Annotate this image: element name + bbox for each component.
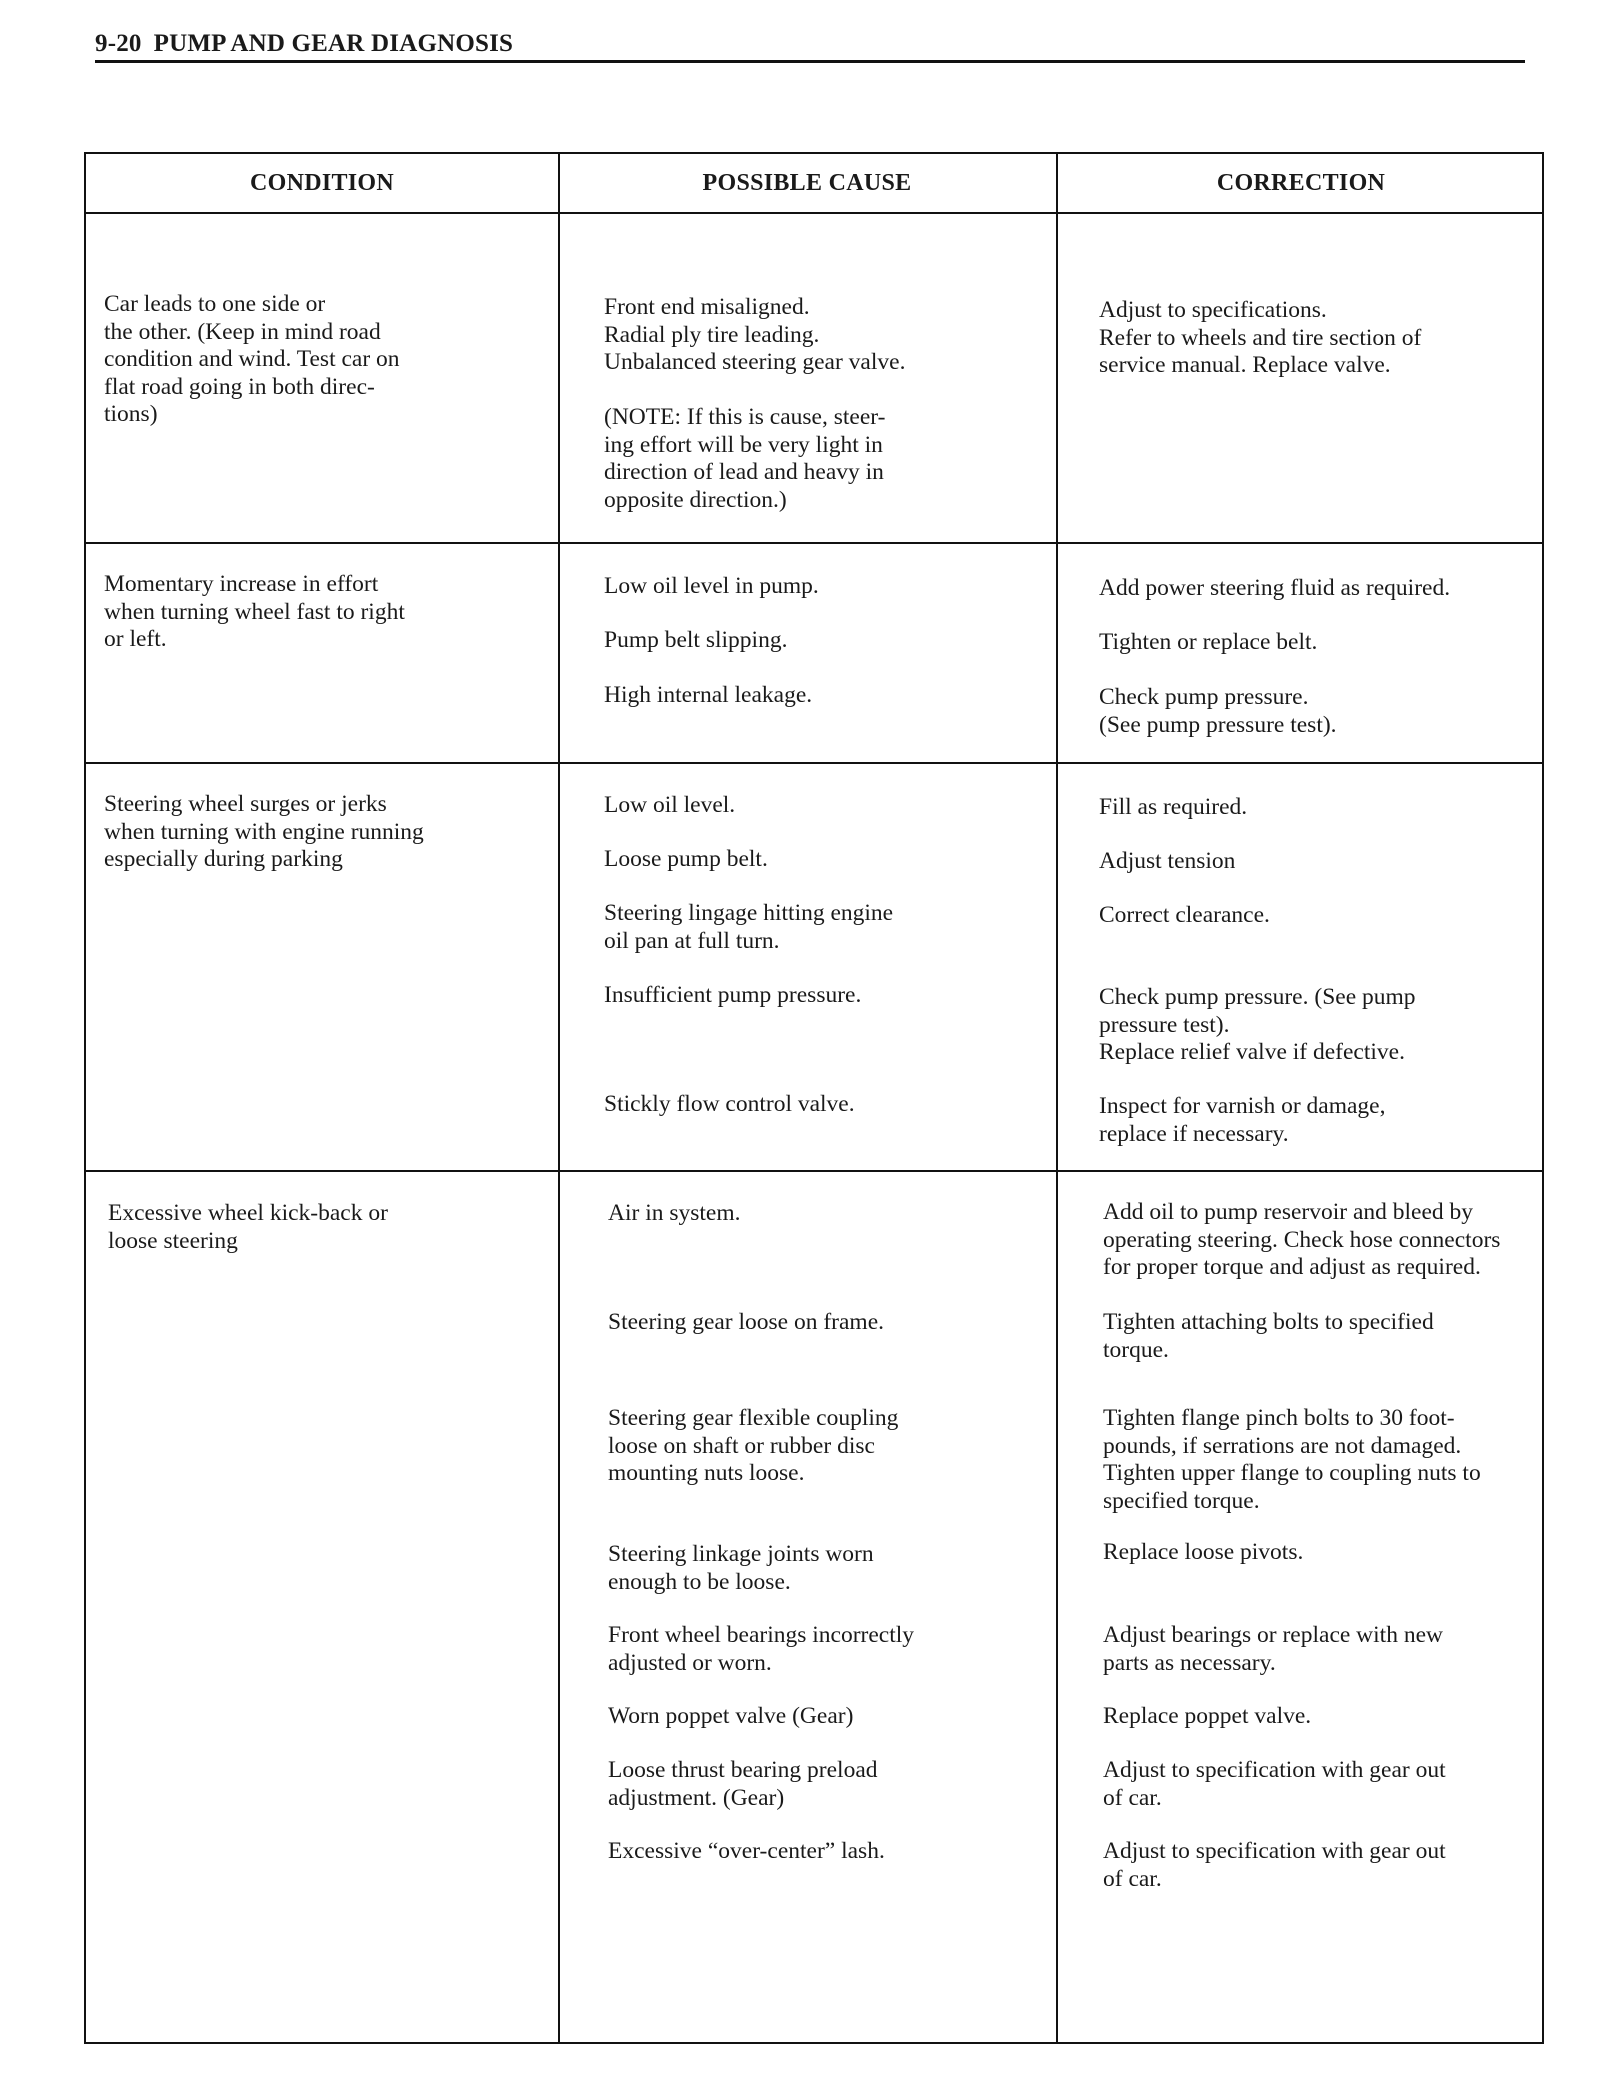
correction-text: Adjust to specifications. Refer to wheels and tire section of service manual. Replace valve. (1099, 297, 1422, 378)
cause-text: Low oil level in pump. (604, 573, 819, 599)
correction-text: Inspect for varnish or damage, replace if necessary. (1099, 1093, 1386, 1147)
correction-text: Tighten flange pinch bolts to 30 foot- pounds, if serrations are not damaged. Tighten upper flange to coupling nuts to specified torque. (1103, 1405, 1481, 1514)
correction-text: Adjust bearings or replace with new parts as necessary. (1103, 1622, 1443, 1676)
cause-text: High internal leakage. (604, 682, 813, 708)
cause-text: Worn poppet valve (Gear) (608, 1703, 854, 1729)
correction-text: Add power steering fluid as required. (1099, 575, 1451, 601)
correction-text: Tighten or replace belt. (1099, 629, 1318, 655)
correction-text: Fill as required. (1099, 794, 1248, 820)
cause-text: Loose pump belt. (604, 846, 768, 872)
correction-text: Replace poppet valve. (1103, 1703, 1312, 1729)
column-divider (1056, 154, 1058, 2042)
correction-text: Replace loose pivots. (1103, 1539, 1304, 1565)
correction-text: Check pump pressure. (See pump pressure test). Replace relief valve if defective. (1099, 984, 1416, 1065)
correction-text: Adjust to specification with gear out of car. (1103, 1757, 1446, 1811)
condition-text: Steering wheel surges or jerks when turning with engine running especially during parking (104, 791, 424, 872)
cause-text: Excessive “over-center” lash. (608, 1838, 885, 1864)
diagnosis-table (84, 152, 1544, 2044)
cause-note: (NOTE: If this is cause, steer- ing effort will be very light in direction of lead and heavy in opposite direction.) (604, 404, 886, 513)
page-header (95, 30, 1525, 63)
cause-text: Front wheel bearings incorrectly adjusted or worn. (608, 1622, 915, 1676)
cause-text: Steering lingage hitting engine oil pan at full turn. (604, 900, 894, 954)
cause-text: Air in system. (608, 1200, 741, 1226)
header-divider (86, 212, 1542, 214)
page-title: PUMP AND GEAR DIAGNOSIS (153, 30, 514, 57)
correction-text: Correct clearance. (1099, 902, 1270, 928)
condition-text: Excessive wheel kick-back or loose steering (108, 1200, 388, 1254)
row-divider (86, 542, 1542, 544)
cause-text: Pump belt slipping. (604, 627, 788, 653)
correction-text: Adjust tension (1099, 848, 1236, 874)
cause-text: Stickly flow control valve. (604, 1091, 855, 1117)
condition-text: Momentary increase in effort when turning wheel fast to right or left. (104, 571, 405, 652)
correction-text: Adjust to specification with gear out of car. (1103, 1838, 1446, 1892)
column-header-condition: CONDITION (249, 169, 395, 196)
cause-text: Loose thrust bearing preload adjustment. (Gear) (608, 1757, 878, 1811)
column-header-possible-cause: POSSIBLE CAUSE (702, 169, 912, 196)
cause-text: Front end misaligned. Radial ply tire leading. Unbalanced steering gear valve. (604, 294, 906, 375)
row-divider (86, 762, 1542, 764)
correction-text: Add oil to pump reservoir and bleed by operating steering. Check hose connectors for proper torque and adjust as required. (1103, 1199, 1501, 1280)
row-divider (86, 1170, 1542, 1172)
column-divider (558, 154, 560, 2042)
correction-text: Check pump pressure. (See pump pressure test). (1099, 684, 1337, 738)
cause-text: Steering linkage joints worn enough to be loose. (608, 1541, 874, 1595)
cause-text: Steering gear loose on frame. (608, 1309, 885, 1335)
cause-text: Steering gear flexible coupling loose on shaft or rubber disc mounting nuts loose. (608, 1405, 899, 1486)
page-number: 9-20 (95, 30, 142, 57)
column-header-correction: CORRECTION (1216, 169, 1386, 196)
correction-text: Tighten attaching bolts to specified torque. (1103, 1309, 1434, 1363)
cause-text: Insufficient pump pressure. (604, 982, 862, 1008)
cause-text: Low oil level. (604, 792, 736, 818)
condition-text: Car leads to one side or the other. (Keep in mind road condition and wind. Test car on flat road going in both direc- tions) (104, 291, 400, 427)
